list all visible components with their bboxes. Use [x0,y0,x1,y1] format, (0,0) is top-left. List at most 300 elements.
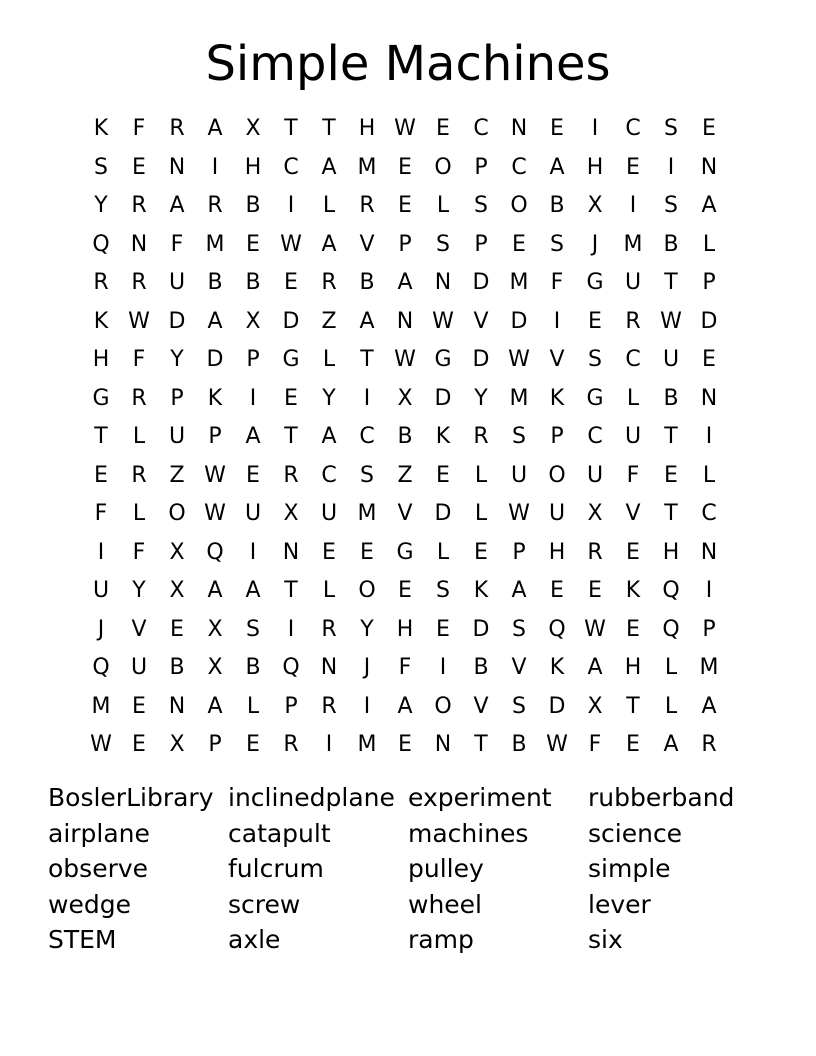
page-title: Simple Machines [205,36,611,92]
grid-letter: L [132,501,146,527]
grid-letter: L [702,231,716,257]
grid-letter: G [434,347,452,373]
word-list-item: six [588,925,623,954]
grid-letter: E [246,231,260,257]
word-list [48,780,768,958]
grid-letter: E [322,539,336,565]
grid-letter: O [548,462,566,488]
grid-letter: E [436,462,450,488]
grid-letter: F [588,732,602,758]
grid-letter: M [357,154,377,180]
grid-letter: P [550,424,564,450]
grid-letter: I [553,308,561,334]
grid-letter: P [170,385,184,411]
grid-letter: B [511,732,527,758]
grid-letter: D [472,616,490,642]
grid-letter: D [548,693,566,719]
grid-row [82,341,728,380]
grid-letter: R [131,385,147,411]
grid-letter: N [510,116,528,142]
grid-letter: X [245,116,261,142]
grid-letter: A [359,308,375,334]
grid-letter: K [93,116,109,142]
grid-letter: X [283,501,299,527]
grid-letter: C [321,462,337,488]
grid-letter: W [90,732,112,758]
grid-letter: J [363,655,371,681]
grid-row [82,187,728,226]
grid-letter: X [397,385,413,411]
grid-letter: U [320,501,338,527]
grid-letter: U [510,462,528,488]
grid-letter: Y [170,347,184,373]
grid-letter: H [548,539,566,565]
grid-letter: L [626,385,640,411]
grid-letter: E [132,732,146,758]
grid-letter: G [282,347,300,373]
grid-row [82,418,728,457]
grid-letter: E [588,308,602,334]
grid-letter: I [287,616,295,642]
grid-letter: P [246,347,260,373]
grid-letter: S [664,193,678,219]
grid-letter: V [511,655,527,681]
grid-letter: W [394,347,416,373]
grid-letter: I [667,154,675,180]
grid-letter: A [245,578,261,604]
grid-letter: R [131,193,147,219]
grid-letter: H [92,347,110,373]
grid-letter: U [662,347,680,373]
grid-letter: K [93,308,109,334]
grid-letter: T [94,424,108,450]
grid-letter: M [205,231,225,257]
grid-letter: X [587,693,603,719]
word-list-item: wheel [408,889,482,919]
grid-letter: C [625,116,641,142]
grid-letter: U [168,270,186,296]
grid-letter: L [132,424,146,450]
grid-letter: Z [321,308,337,334]
grid-letter: V [359,231,375,257]
grid-letter: E [626,154,640,180]
grid-letter: S [664,116,678,142]
grid-letter: I [705,424,713,450]
grid-letter: T [474,732,488,758]
grid-letter: K [435,424,451,450]
grid-letter: I [325,732,333,758]
grid-letter: C [511,154,527,180]
grid-row [82,226,728,265]
grid-letter: I [287,193,295,219]
grid-letter: R [93,270,109,296]
grid-letter: F [94,501,108,527]
grid-letter: A [701,693,717,719]
grid-row [82,688,728,727]
grid-letter: E [170,616,184,642]
word-list-item: BoslerLibrary [48,783,214,812]
grid-letter: W [280,231,302,257]
grid-letter: E [360,539,374,565]
grid-letter: N [434,270,452,296]
grid-letter: E [626,732,640,758]
grid-letter: W [204,501,226,527]
grid-letter: G [396,539,414,565]
grid-letter: X [245,308,261,334]
grid-letter: S [550,231,564,257]
grid-letter: N [434,732,452,758]
grid-letter: I [705,578,713,604]
grid-letter: H [244,154,262,180]
grid-letter: P [702,270,716,296]
grid-letter: W [508,501,530,527]
grid-letter: F [132,347,146,373]
grid-letter: E [664,462,678,488]
grid-row [82,495,728,534]
grid-letter: I [97,539,105,565]
grid-letter: Q [282,655,300,681]
grid-row [82,534,728,573]
grid-letter: A [321,231,337,257]
grid-letter: O [434,693,452,719]
grid-letter: R [169,116,185,142]
grid-letter: Q [662,616,680,642]
grid-letter: A [701,193,717,219]
grid-letter: E [398,732,412,758]
grid-letter: N [320,655,338,681]
grid-letter: I [249,385,257,411]
grid-letter: V [473,693,489,719]
grid-letter: I [363,385,371,411]
grid-letter: A [663,732,679,758]
grid-letter: O [358,578,376,604]
grid-letter: U [624,270,642,296]
grid-letter: G [92,385,110,411]
grid-letter: Q [662,578,680,604]
grid-letter: P [208,424,222,450]
grid-letter: T [284,578,298,604]
grid-letter: Z [169,462,185,488]
word-list-item: machines [408,818,529,848]
grid-letter: R [207,193,223,219]
grid-row [82,149,728,188]
grid-letter: A [549,154,565,180]
grid-letter: P [284,693,298,719]
grid-letter: Q [206,539,224,565]
grid-letter: Y [94,193,108,219]
grid-letter: L [436,193,450,219]
grid-letter: K [625,578,641,604]
grid-letter: P [398,231,412,257]
grid-letter: B [169,655,185,681]
grid-letter: D [700,308,718,334]
grid-letter: D [282,308,300,334]
grid-letter: W [584,616,606,642]
grid-letter: E [588,578,602,604]
grid-letter: F [398,655,412,681]
grid-letter: V [549,347,565,373]
word-list-item: ramp [408,925,474,954]
grid-letter: N [282,539,300,565]
grid-letter: R [131,462,147,488]
grid-letter: R [473,424,489,450]
grid-row [82,303,728,342]
grid-letter: A [397,270,413,296]
grid-letter: N [700,385,718,411]
grid-letter: R [131,270,147,296]
grid-letter: N [168,154,186,180]
grid-letter: P [512,539,526,565]
grid-letter: D [434,385,452,411]
grid-letter: T [360,347,374,373]
grid-letter: B [245,270,261,296]
grid-letter: L [474,501,488,527]
word-list-item: axle [228,925,281,954]
grid-letter: X [169,578,185,604]
grid-letter: F [170,231,184,257]
grid-letter: P [474,231,488,257]
grid-letter: E [284,270,298,296]
grid-letter: E [132,154,146,180]
grid-letter: A [207,578,223,604]
grid-letter: L [664,655,678,681]
grid-letter: B [473,655,489,681]
grid-letter: A [511,578,527,604]
grid-letter: C [587,424,603,450]
grid-letter: B [663,385,679,411]
grid-letter: U [130,655,148,681]
grid-letter: Q [92,231,110,257]
grid-letter: E [246,732,260,758]
grid-letter: L [322,578,336,604]
grid-letter: E [702,347,716,373]
grid-letter: A [207,308,223,334]
grid-letter: M [509,385,529,411]
grid-letter: V [131,616,147,642]
grid-letter: B [245,193,261,219]
grid-letter: L [474,462,488,488]
grid-letter: S [436,578,450,604]
grid-letter: C [625,347,641,373]
grid-letter: M [91,693,111,719]
grid-letter: V [397,501,413,527]
word-list-item: STEM [48,925,117,954]
grid-letter: L [322,347,336,373]
grid-letter: S [246,616,260,642]
grid-letter: W [508,347,530,373]
grid-letter: S [474,193,488,219]
word-list-item: pulley [408,854,484,883]
grid-letter: J [591,231,599,257]
grid-letter: N [130,231,148,257]
grid-row [82,264,728,303]
grid-letter: T [664,501,678,527]
grid-letter: Y [132,578,146,604]
grid-letter: S [512,424,526,450]
grid-row [82,457,728,496]
grid-letter: A [169,193,185,219]
grid-letter: C [283,154,299,180]
grid-letter: G [586,385,604,411]
grid-letter: E [626,616,640,642]
grid-letter: B [663,231,679,257]
grid-letter: I [591,116,599,142]
grid-letter: S [94,154,108,180]
word-list-item: lever [588,889,651,919]
grid-letter: X [169,539,185,565]
grid-letter: D [206,347,224,373]
grid-letter: P [208,732,222,758]
word-list-item: rubberband [588,783,735,812]
grid-letter: Z [397,462,413,488]
grid-letter: W [660,308,682,334]
grid-letter: M [699,655,719,681]
grid-letter: Y [322,385,336,411]
grid-letter: S [436,231,450,257]
grid-letter: M [357,501,377,527]
grid-letter: E [702,116,716,142]
grid-letter: U [586,462,604,488]
grid-letter: E [398,154,412,180]
grid-letter: V [473,308,489,334]
grid-letter: B [207,270,223,296]
grid-letter: B [397,424,413,450]
grid-letter: B [359,270,375,296]
grid-row [82,572,728,611]
grid-letter: E [626,539,640,565]
grid-letter: A [321,154,337,180]
grid-letter: H [396,616,414,642]
grid-letter: E [550,578,564,604]
word-list-item: airplane [48,818,150,848]
grid-letter: H [586,154,604,180]
grid-letter: X [169,732,185,758]
grid-letter: E [436,616,450,642]
grid-letter: W [432,308,454,334]
grid-letter: I [439,655,447,681]
grid-letter: N [168,693,186,719]
grid-letter: E [246,462,260,488]
grid-letter: W [128,308,150,334]
grid-letter: S [512,693,526,719]
grid-letter: D [472,270,490,296]
grid-letter: K [473,578,489,604]
grid-letter: F [132,116,146,142]
grid-letter: G [586,270,604,296]
word-list-item: experiment [408,783,552,812]
grid-letter: S [512,616,526,642]
grid-letter: V [625,501,641,527]
grid-letter: L [664,693,678,719]
grid-letter: R [321,693,337,719]
word-list-item: wedge [48,889,131,919]
letter-grid [82,110,728,765]
grid-letter: P [702,616,716,642]
grid-letter: R [625,308,641,334]
grid-letter: W [394,116,416,142]
grid-letter: E [512,231,526,257]
grid-letter: C [473,116,489,142]
grid-letter: R [283,462,299,488]
grid-letter: H [624,655,642,681]
grid-letter: M [509,270,529,296]
grid-letter: M [623,231,643,257]
grid-letter: E [132,693,146,719]
grid-letter: X [207,655,223,681]
grid-letter: X [587,501,603,527]
grid-letter: L [436,539,450,565]
grid-letter: T [664,424,678,450]
grid-row [82,380,728,419]
grid-letter: E [550,116,564,142]
grid-letter: N [700,539,718,565]
grid-letter: I [629,193,637,219]
word-list-item: catapult [228,818,331,848]
grid-letter: E [284,385,298,411]
grid-row [82,726,728,765]
grid-letter: H [662,539,680,565]
grid-letter: K [207,385,223,411]
grid-letter: M [357,732,377,758]
grid-letter: R [321,270,337,296]
grid-letter: L [702,462,716,488]
grid-letter: A [321,424,337,450]
grid-letter: E [398,578,412,604]
grid-letter: R [283,732,299,758]
grid-letter: F [550,270,564,296]
grid-letter: J [97,616,105,642]
grid-row [82,649,728,688]
grid-letter: F [132,539,146,565]
grid-letter: K [549,385,565,411]
grid-letter: E [436,116,450,142]
grid-letter: R [359,193,375,219]
grid-letter: C [701,501,717,527]
grid-letter: T [284,424,298,450]
grid-letter: T [284,116,298,142]
grid-letter: U [624,424,642,450]
grid-letter: W [546,732,568,758]
grid-letter: U [244,501,262,527]
word-list-item: science [588,818,683,848]
word-list-item: screw [228,889,301,919]
grid-letter: D [472,347,490,373]
grid-letter: Q [92,655,110,681]
grid-letter: O [510,193,528,219]
word-list-item: inclinedplane [228,783,395,812]
grid-letter: E [94,462,108,488]
grid-letter: U [92,578,110,604]
grid-letter: I [211,154,219,180]
word-list-item: simple [588,854,671,883]
grid-letter: I [249,539,257,565]
grid-letter: N [700,154,718,180]
grid-letter: E [398,193,412,219]
grid-letter: D [510,308,528,334]
grid-letter: A [587,655,603,681]
grid-letter: D [168,308,186,334]
grid-letter: D [434,501,452,527]
grid-letter: A [207,116,223,142]
grid-letter: Y [474,385,488,411]
grid-letter: R [587,539,603,565]
grid-letter: F [626,462,640,488]
grid-letter: S [588,347,602,373]
grid-letter: A [397,693,413,719]
grid-letter: W [204,462,226,488]
grid-letter: S [360,462,374,488]
grid-letter: R [321,616,337,642]
